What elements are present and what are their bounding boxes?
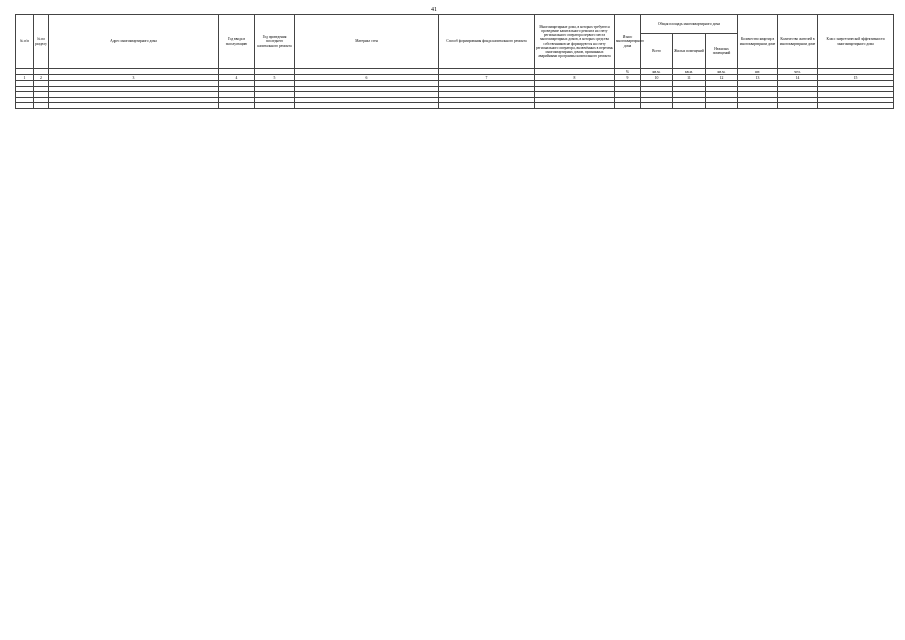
col-header-residents: Количество жителей в многоквартирном доме: [778, 15, 818, 69]
column-number-cell: 1: [16, 75, 34, 81]
table-cell: [34, 103, 49, 109]
col-header-area-total: Всего: [641, 34, 673, 69]
column-number-cell: 15: [818, 75, 894, 81]
document-page: [15, 7, 885, 109]
table-cell: [535, 103, 615, 109]
table-cell: [641, 103, 673, 109]
table-cell: [738, 103, 778, 109]
col-header-year-built: Год ввода в эксплуатацию: [219, 15, 255, 69]
table-row: [16, 103, 894, 109]
col-header-year-last-capital: Год проведения последнего капитального ремонта: [255, 15, 295, 69]
table-body: [16, 81, 894, 109]
col-header-area-nonliving: Нежилых помещений: [706, 34, 738, 69]
col-header-address: Адрес многоквартирного дома: [49, 15, 219, 69]
column-number-cell: 6: [295, 75, 439, 81]
col-header-idx-program: № по разделу: [34, 15, 49, 69]
column-number-cell: 11: [673, 75, 706, 81]
col-header-material: Материал стен: [295, 15, 439, 69]
header-row: [16, 15, 894, 34]
table-cell: [255, 103, 295, 109]
unit-cell: кв.м.: [641, 69, 673, 75]
column-number-cell: 14: [778, 75, 818, 81]
col-header-efficiency: Класс энергетической эффективности многоквартирного дома: [818, 15, 894, 69]
column-number-cell: 3: [49, 75, 219, 81]
unit-cell: %: [615, 69, 641, 75]
column-number-cell: 7: [439, 75, 535, 81]
column-number-cell: 2: [34, 75, 49, 81]
table-cell: [16, 103, 34, 109]
column-number-cell: 12: [706, 75, 738, 81]
table-cell: [706, 103, 738, 109]
col-header-included-flag: Многоквартирные дома, в которых требуются проведение капитального ремонта на счету регионального оператора первого места многоквартирных домов, в которых средства собственников не формируются на счету регионального оператора, включённых в перечень многоквартирных домов, признанных аварийными программы капитального ремонта: [535, 15, 615, 69]
col-header-flats: Количество квартир в многоквартирном доме: [738, 15, 778, 69]
column-number-cell: 8: [535, 75, 615, 81]
table-cell: [673, 103, 706, 109]
column-number-cell: 9: [615, 75, 641, 81]
page-number: 41: [431, 7, 437, 13]
unit-cell: кв.м.: [706, 69, 738, 75]
table-cell: [219, 103, 255, 109]
unit-cell: шт.: [738, 69, 778, 75]
table-cell: [778, 103, 818, 109]
col-header-fund-method: Способ формирования фонда капитального ремонта: [439, 15, 535, 69]
col-header-area-group: Общая площадь многоквартирного дома: [641, 15, 738, 34]
col-header-area-living: Жилых помещений: [673, 34, 706, 69]
column-number-cell: 5: [255, 75, 295, 81]
table-cell: [818, 103, 894, 109]
col-header-idx: № п/п: [16, 15, 34, 69]
table-cell: [295, 103, 439, 109]
houses-table: [15, 14, 894, 109]
table-cell: [49, 103, 219, 109]
table-cell: [439, 103, 535, 109]
unit-cell: чел.: [778, 69, 818, 75]
unit-cell: кв.м.: [673, 69, 706, 75]
column-number-cell: 4: [219, 75, 255, 81]
column-number-cell: 10: [641, 75, 673, 81]
table-cell: [615, 103, 641, 109]
column-number-cell: 13: [738, 75, 778, 81]
col-header-wear: Износ многоквартирного дома: [615, 15, 641, 69]
